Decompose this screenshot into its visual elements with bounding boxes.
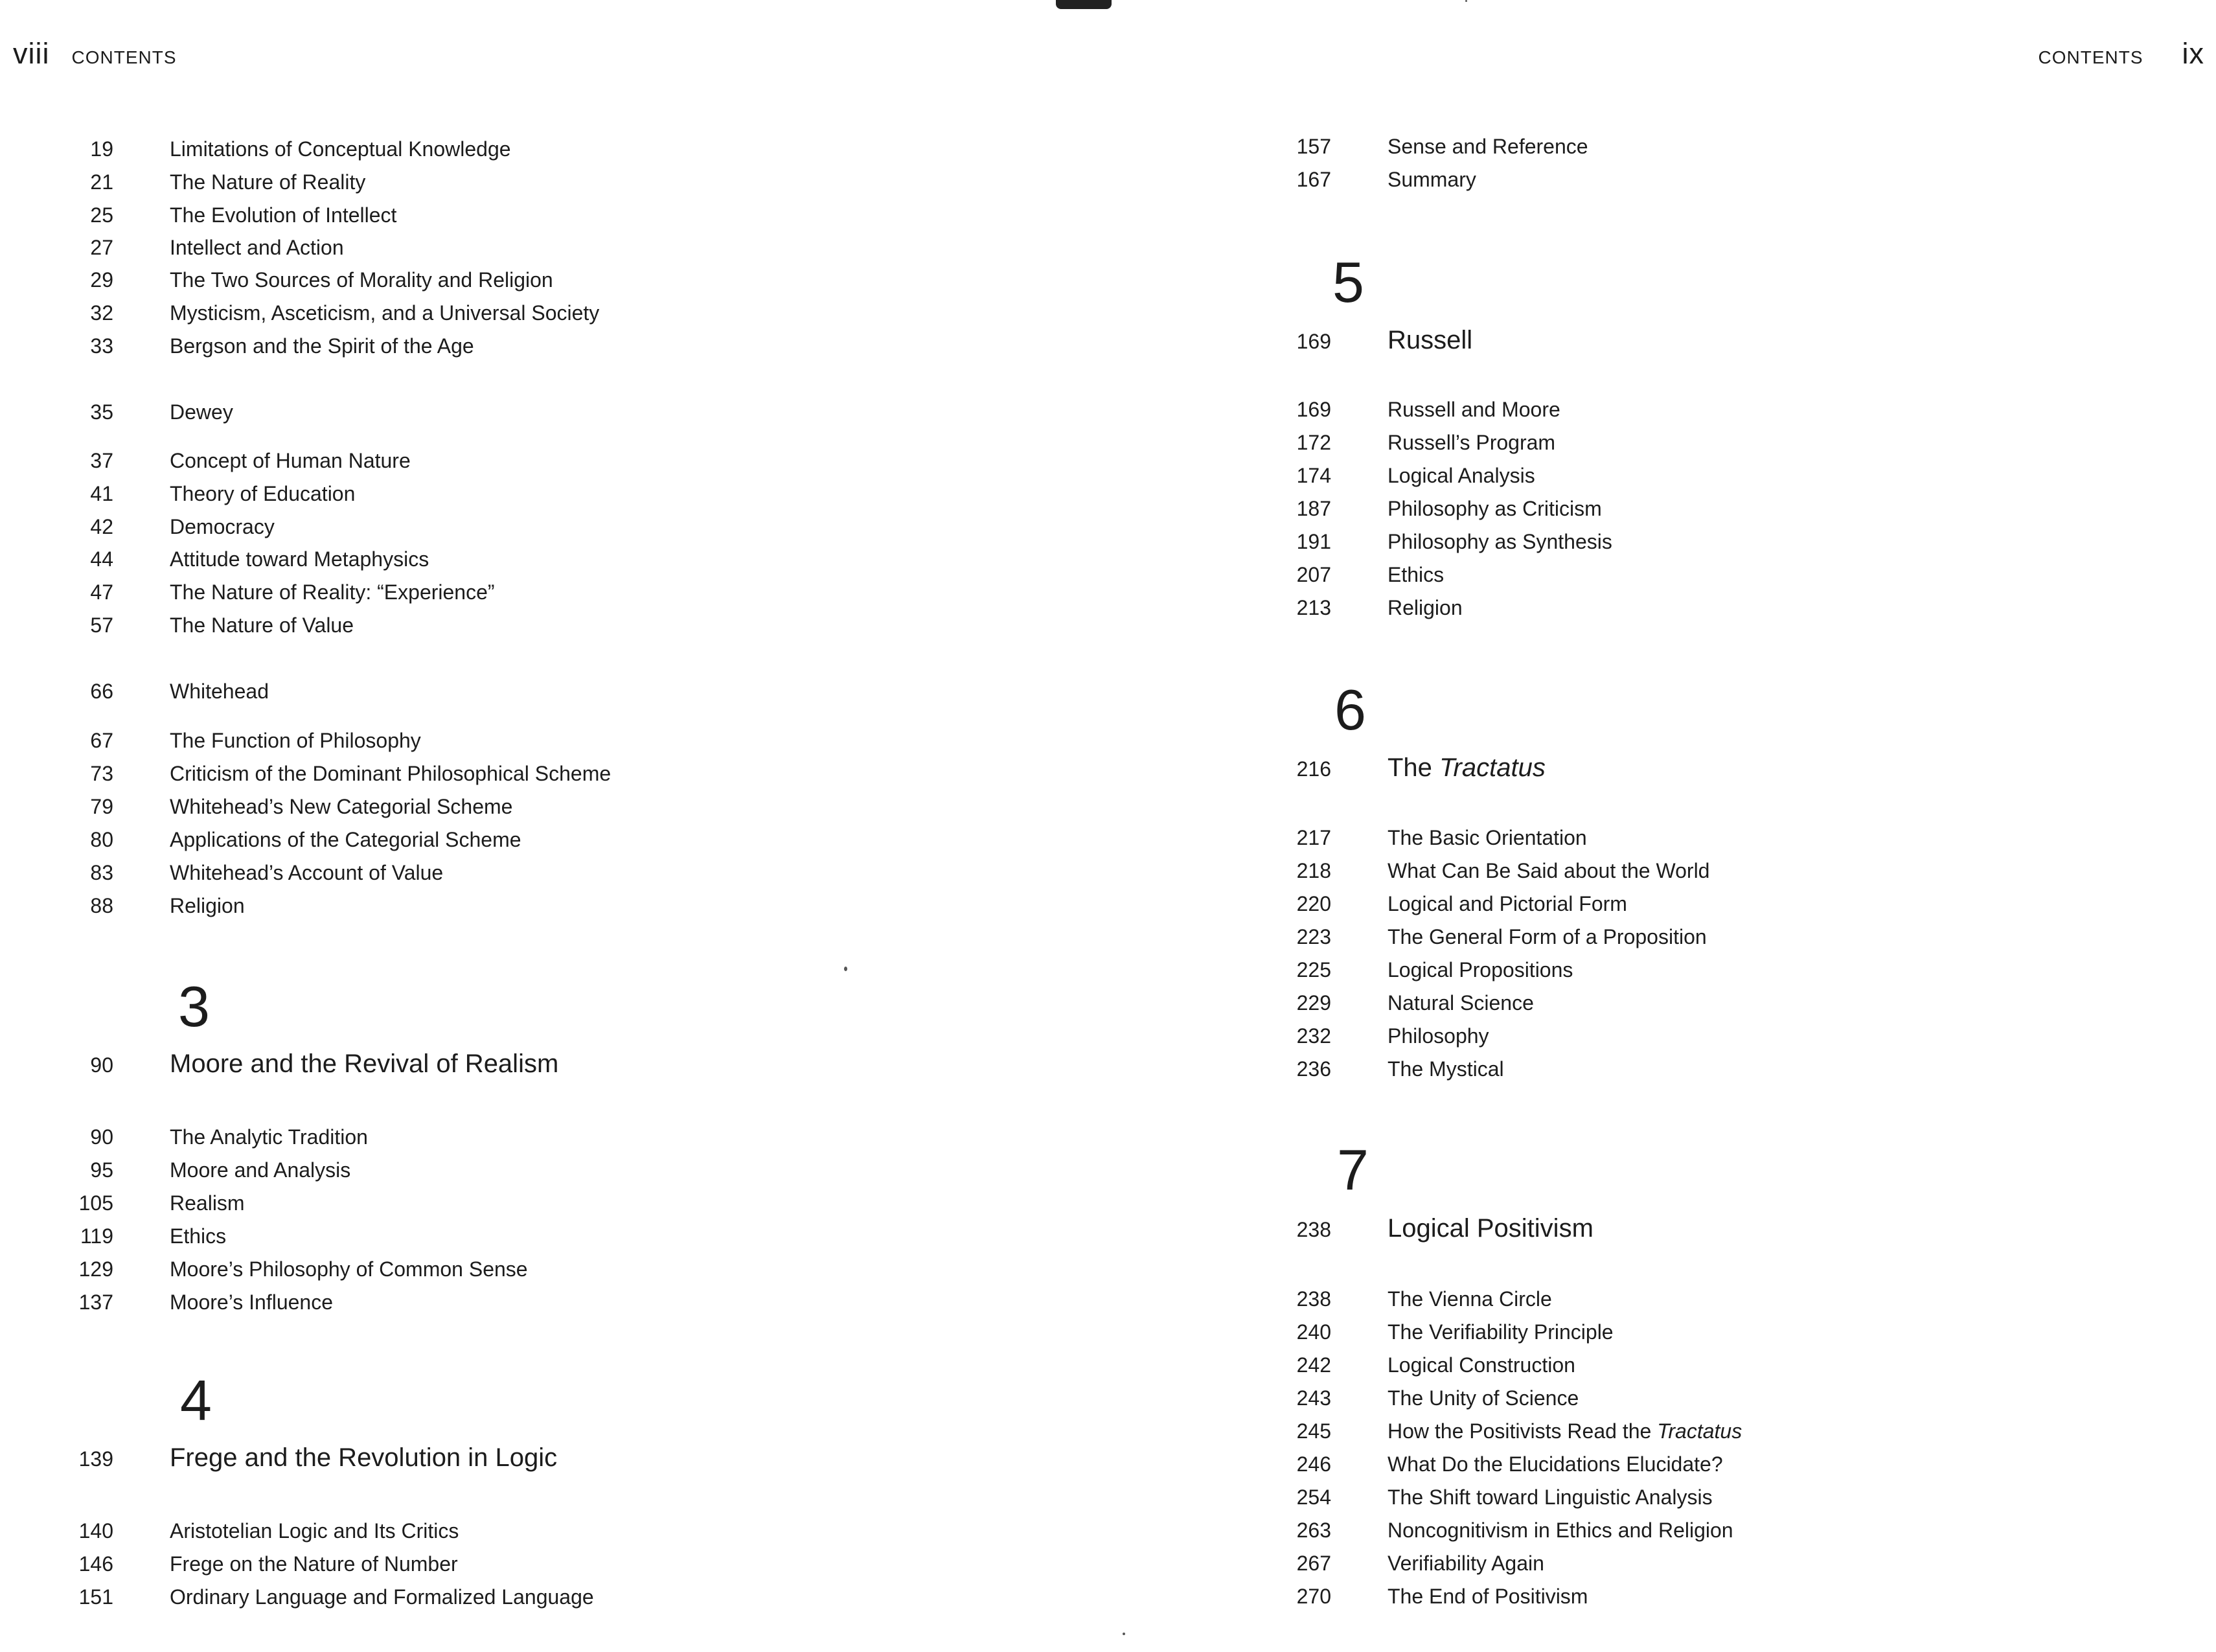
toc-entry [0, 795, 512, 819]
toc-title: Natural Science [1388, 991, 1534, 1015]
toc-entry [1218, 135, 1588, 159]
toc-page-number: 223 [1296, 925, 1331, 948]
top-edge-mark [1056, 0, 1112, 9]
toc-entry [1218, 1024, 1489, 1048]
toc-page-number: 37 [90, 449, 113, 472]
toc-title: Criticism of the Dominant Philosophical Scheme [170, 762, 611, 785]
toc-entry [0, 482, 355, 506]
right-running-head: CONTENTS [2038, 47, 2143, 67]
toc-entry [1218, 991, 1534, 1015]
chapter-title: Frege and the Revolution in Logic [170, 1443, 558, 1472]
toc-entry [1218, 1353, 1575, 1377]
toc-page-number: 32 [90, 301, 113, 325]
toc-page-number: 238 [1296, 1218, 1331, 1241]
toc-page-number: 137 [78, 1291, 113, 1314]
toc-title: The Two Sources of Morality and Religion [170, 268, 553, 292]
chapter-number: 3 [178, 974, 210, 1038]
toc-title: Verifiability Again [1388, 1552, 1544, 1575]
toc-page-number: 243 [1296, 1386, 1331, 1410]
chapter-number: 4 [180, 1368, 212, 1432]
right-folio: ix [2182, 37, 2204, 70]
toc-title: Moore’s Influence [170, 1291, 333, 1314]
toc-entry [1218, 859, 1709, 883]
toc-chapter-heading [1218, 326, 1472, 355]
toc-entry [1218, 1486, 1713, 1509]
toc-title: Logical and Pictorial Form [1388, 892, 1627, 915]
toc-page-number: 73 [90, 762, 113, 785]
toc-title: Applications of the Categorial Scheme [170, 828, 521, 851]
toc-title [1388, 1419, 1742, 1443]
toc-chapter-heading [0, 1050, 558, 1079]
toc-title: Whitehead’s Account of Value [170, 861, 444, 884]
toc-page-number: 42 [90, 515, 113, 538]
toc-page-number: 47 [90, 580, 113, 604]
toc-page-number: 119 [80, 1224, 113, 1248]
toc-entry [1218, 497, 1602, 521]
toc-title: The Nature of Reality [170, 170, 366, 194]
toc-entry [1218, 892, 1627, 916]
toc-title: Democracy [170, 515, 275, 538]
toc-title: The Mystical [1388, 1057, 1504, 1081]
toc-page-number: 157 [1296, 135, 1331, 158]
toc-entry [0, 828, 521, 852]
toc-page-number: 267 [1296, 1552, 1331, 1575]
toc-entry [0, 1519, 459, 1543]
toc-page-number: 174 [1296, 464, 1331, 487]
left-page-header [13, 37, 177, 71]
chapter-number: 6 [1334, 678, 1366, 742]
toc-page-number: 27 [90, 236, 113, 259]
toc-title: The Verifiability Principle [1388, 1320, 1614, 1344]
toc-page-number: 66 [90, 680, 113, 703]
toc-page-number: 254 [1296, 1486, 1331, 1509]
toc-entry [1218, 398, 1560, 422]
toc-entry [0, 1191, 245, 1215]
toc-title: Moore and Analysis [170, 1158, 351, 1182]
toc-title: Logical Propositions [1388, 958, 1573, 981]
toc-title: The Vienna Circle [1388, 1287, 1552, 1311]
toc-entry [1218, 1386, 1579, 1410]
toc-entry [1218, 1287, 1552, 1311]
toc-page-number: 172 [1296, 431, 1331, 454]
toc-title: Sense and Reference [1388, 135, 1588, 158]
toc-entry [1218, 464, 1535, 488]
toc-entry [1218, 1057, 1504, 1081]
toc-title: Russell and Moore [1388, 398, 1560, 421]
toc-page-number: 169 [1296, 330, 1331, 353]
toc-page-number: 90 [90, 1053, 113, 1077]
toc-entry [0, 203, 396, 227]
toc-entry [0, 614, 354, 637]
toc-page-number: 33 [90, 334, 113, 358]
toc-page-number: 41 [90, 482, 113, 505]
toc-title: The End of Positivism [1388, 1585, 1588, 1608]
toc-title: Attitude toward Metaphysics [170, 547, 429, 571]
scan-speck [844, 967, 847, 971]
toc-title: Russell’s Program [1388, 431, 1556, 454]
toc-title: Dewey [170, 400, 233, 424]
toc-page-number: 207 [1296, 563, 1331, 586]
toc-page-number: 187 [1296, 497, 1331, 520]
toc-page-number: 240 [1296, 1320, 1331, 1344]
toc-title: Philosophy as Criticism [1388, 497, 1602, 520]
toc-chapter-heading [0, 1443, 557, 1473]
toc-page-number: 21 [90, 170, 113, 194]
toc-title: Moore’s Philosophy of Common Sense [170, 1257, 528, 1281]
toc-title: What Do the Elucidations Elucidate? [1388, 1452, 1723, 1476]
toc-page-number: 225 [1296, 958, 1331, 981]
toc-title: The Nature of Reality: “Experience” [170, 580, 495, 604]
chapter-title: Russell [1388, 326, 1473, 354]
toc-page-number: 90 [90, 1125, 113, 1149]
toc-page-number: 140 [78, 1519, 113, 1543]
toc-title: Ordinary Language and Formalized Language [170, 1585, 594, 1609]
chapter-title: Logical Positivism [1388, 1214, 1593, 1243]
toc-title: The Shift toward Linguistic Analysis [1388, 1486, 1713, 1509]
scan-speck [1465, 0, 1467, 2]
toc-page-number: 29 [90, 268, 113, 292]
toc-page-number: 25 [90, 203, 113, 227]
toc-page-number: 232 [1296, 1024, 1331, 1048]
toc-title: The Basic Orientation [1388, 826, 1587, 849]
toc-page-number: 57 [90, 614, 113, 637]
toc-title: Logical Analysis [1388, 464, 1535, 487]
left-running-head: CONTENTS [71, 47, 177, 67]
toc-entry [0, 1257, 528, 1281]
toc-title-prefix: How the Positivists Read the [1388, 1419, 1652, 1443]
toc-entry [0, 1125, 368, 1149]
toc-page-number: 229 [1296, 991, 1331, 1015]
toc-title: Ethics [170, 1224, 227, 1248]
right-page-header [2039, 37, 2205, 71]
toc-page-number: 169 [1296, 398, 1331, 421]
toc-page-number: 35 [90, 400, 113, 424]
toc-entry [1218, 168, 1476, 192]
toc-entry [1218, 1419, 1742, 1443]
toc-entry [0, 449, 411, 473]
toc-entry [1218, 1585, 1588, 1609]
toc-title: The Nature of Value [170, 614, 354, 637]
toc-page-number: 242 [1296, 1353, 1331, 1377]
toc-entry [0, 170, 365, 194]
toc-title: The Unity of Science [1388, 1386, 1579, 1410]
chapter-title-italic: Tractatus [1439, 753, 1546, 782]
toc-page-number: 44 [90, 547, 113, 571]
chapter-number: 5 [1332, 250, 1364, 314]
toc-page-number: 146 [78, 1552, 113, 1576]
toc-page-number: 139 [78, 1447, 113, 1471]
toc-entry [0, 268, 553, 292]
toc-page-number: 218 [1296, 859, 1331, 882]
toc-page-number: 151 [78, 1585, 113, 1609]
toc-page-number: 83 [90, 861, 113, 884]
toc-entry [0, 580, 495, 604]
toc-page-number: 213 [1296, 596, 1331, 619]
toc-title: Frege on the Nature of Number [170, 1552, 458, 1576]
toc-title: Summary [1388, 168, 1476, 191]
toc-entry [1218, 1552, 1544, 1576]
toc-chapter-heading [1218, 753, 1546, 783]
toc-title: Logical Construction [1388, 1353, 1575, 1377]
toc-entry [0, 334, 474, 358]
toc-page-number: 95 [90, 1158, 113, 1182]
toc-page-number: 263 [1296, 1519, 1331, 1542]
toc-title: What Can Be Said about the World [1388, 859, 1710, 882]
toc-chapter-heading [1218, 1214, 1593, 1243]
toc-entry [0, 236, 344, 260]
toc-title: Aristotelian Logic and Its Critics [170, 1519, 459, 1543]
toc-title: Whitehead’s New Categorial Scheme [170, 795, 513, 818]
toc-page-number: 217 [1296, 826, 1331, 849]
toc-title: Bergson and the Spirit of the Age [170, 334, 474, 358]
toc-entry [0, 547, 429, 571]
toc-page-number: 19 [90, 137, 113, 161]
toc-entry [0, 1585, 594, 1609]
toc-page-number: 129 [78, 1257, 113, 1281]
toc-title-italic: Tractatus [1657, 1419, 1742, 1443]
toc-page-number: 238 [1296, 1287, 1331, 1311]
toc-title: Mysticism, Asceticism, and a Universal Society [170, 301, 600, 325]
chapter-title: Moore and the Revival of Realism [170, 1050, 559, 1078]
toc-entry [1218, 1519, 1733, 1543]
toc-page-number: 79 [90, 795, 113, 818]
toc-entry [1218, 596, 1463, 620]
toc-page-number: 105 [78, 1191, 113, 1215]
toc-entry [1218, 958, 1573, 982]
toc-entry [0, 1291, 333, 1314]
toc-entry [1218, 563, 1444, 587]
toc-entry [0, 894, 245, 918]
toc-entry [0, 515, 275, 539]
toc-page-number: 245 [1296, 1419, 1331, 1443]
toc-title: Philosophy [1388, 1024, 1489, 1048]
toc-entry [0, 137, 511, 161]
toc-title: The Analytic Tradition [170, 1125, 368, 1149]
chapter-title-prefix: The [1388, 753, 1432, 782]
toc-entry [0, 1224, 226, 1248]
toc-title: Noncognitivism in Ethics and Religion [1388, 1519, 1733, 1542]
toc-title: Realism [170, 1191, 245, 1215]
toc-entry [1218, 925, 1707, 949]
toc-entry [1218, 530, 1612, 554]
toc-page-number: 220 [1296, 892, 1331, 915]
toc-page-number: 236 [1296, 1057, 1331, 1081]
left-folio: viii [13, 37, 50, 70]
toc-entry [0, 861, 443, 885]
toc-subchapter-whitehead [0, 680, 269, 704]
toc-entry [0, 762, 611, 786]
toc-entry [0, 729, 421, 753]
chapter-number: 7 [1337, 1138, 1369, 1202]
toc-page-number: 191 [1296, 530, 1331, 553]
toc-entry [1218, 431, 1555, 455]
toc-entry [0, 1158, 350, 1182]
scan-speck [1123, 1633, 1125, 1635]
toc-page-number: 270 [1296, 1585, 1331, 1608]
toc-title: The Evolution of Intellect [170, 203, 397, 227]
toc-entry [1218, 1452, 1723, 1476]
toc-entry [1218, 826, 1587, 850]
toc-page-number: 246 [1296, 1452, 1331, 1476]
toc-title: Intellect and Action [170, 236, 344, 259]
toc-title: Religion [170, 894, 245, 917]
toc-page-number: 216 [1296, 757, 1331, 781]
toc-title: Whitehead [170, 680, 269, 703]
toc-title: Limitations of Conceptual Knowledge [170, 137, 511, 161]
toc-title: Ethics [1388, 563, 1445, 586]
toc-entry [0, 1552, 458, 1576]
toc-title: Religion [1388, 596, 1463, 619]
toc-page-number: 80 [90, 828, 113, 851]
toc-title: Philosophy as Synthesis [1388, 530, 1612, 553]
toc-entry [0, 301, 599, 325]
toc-title: The General Form of a Proposition [1388, 925, 1707, 948]
toc-page-number: 167 [1296, 168, 1331, 191]
toc-page-number: 67 [90, 729, 113, 752]
toc-subchapter-dewey [0, 400, 233, 424]
toc-title: The Function of Philosophy [170, 729, 421, 752]
toc-entry [1218, 1320, 1614, 1344]
toc-page-number: 88 [90, 894, 113, 917]
chapter-title [1388, 753, 1546, 783]
toc-title: Theory of Education [170, 482, 356, 505]
toc-title: Concept of Human Nature [170, 449, 411, 472]
